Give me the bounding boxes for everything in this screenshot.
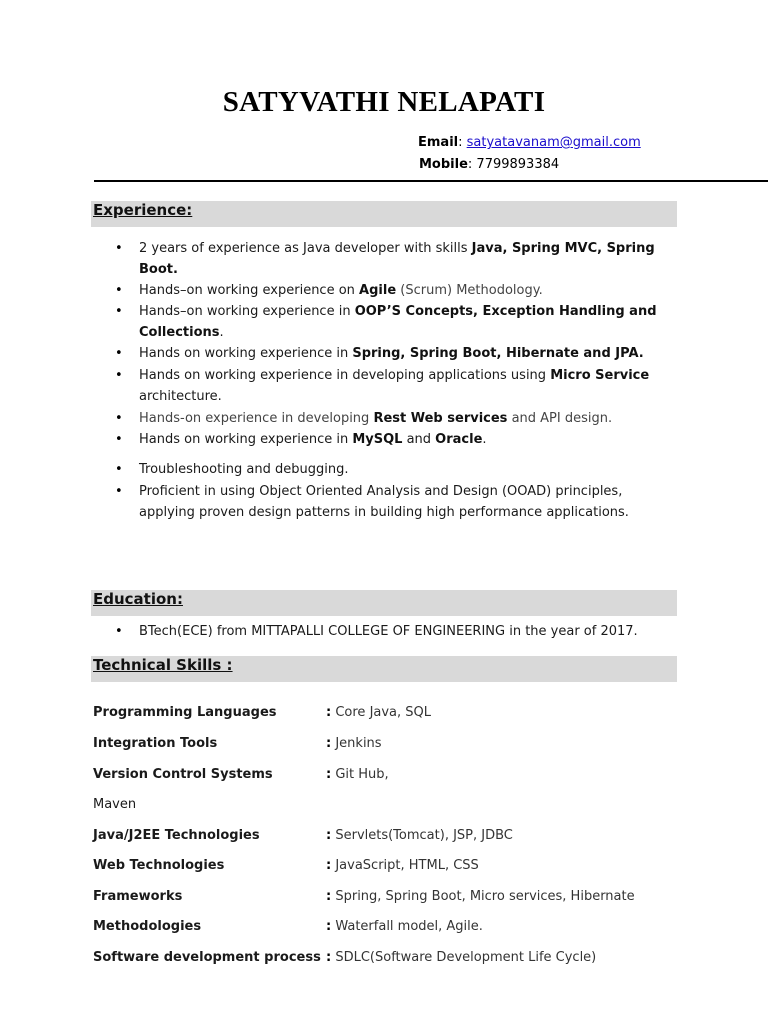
skill-value: : Waterfall model, Agile.: [326, 919, 483, 934]
experience-item: [139, 365, 669, 407]
skill-value: : Core Java, SQL: [326, 705, 432, 720]
skill-label: Web Technologies: [93, 858, 225, 873]
skill-label: Programming Languages: [93, 705, 277, 720]
experience-text: Troubleshooting and debugging.: [139, 462, 349, 477]
mobile-line: Mobile: 7799893384: [419, 157, 560, 172]
skill-value: : JavaScript, HTML, CSS: [326, 858, 479, 873]
experience-text: and API design.: [507, 411, 613, 426]
experience-item: [139, 238, 669, 280]
mobile-label: Mobile: [419, 157, 468, 172]
experience-text: 2 years of experience as Java developer with skills: [139, 241, 472, 256]
experience-text: Proficient in using Object Oriented Analysis and Design (OOAD) principles, applying proven design patterns in building high performance applications.: [139, 484, 629, 520]
experience-item: [139, 459, 669, 480]
experience-item: [139, 343, 669, 364]
education-heading: [91, 590, 677, 616]
skill-value: : SDLC(Software Development Life Cycle): [326, 950, 597, 965]
skill-label: Frameworks: [93, 889, 183, 904]
skill-label: Methodologies: [93, 919, 202, 934]
skill-label: Java/J2EE Technologies: [93, 828, 260, 843]
experience-text: and: [402, 432, 436, 447]
experience-text: Hands on working experience in developing applications using: [139, 368, 551, 383]
skills-heading: [91, 656, 677, 682]
candidate-name: SATYVATHI NELAPATI: [222, 86, 546, 118]
experience-text: Hands on working experience in: [139, 346, 353, 361]
mobile-number: 7799893384: [476, 157, 560, 172]
experience-heading-text: Experience:: [93, 201, 193, 219]
skill-label: Integration Tools: [93, 736, 218, 751]
experience-bold: MySQL: [352, 432, 403, 447]
experience-bold: OOP’S Concepts, Exception Handling and Collections: [139, 304, 657, 340]
skill-label: Software development process: [93, 950, 321, 965]
experience-item: [139, 301, 669, 343]
email-label: Email: [418, 135, 459, 150]
experience-text: .: [482, 432, 487, 447]
skill-value: : Git Hub,: [326, 767, 389, 782]
experience-heading: [91, 201, 677, 227]
skill-label: Maven: [93, 797, 137, 812]
skills-heading-text: Technical Skills :: [93, 656, 233, 674]
experience-item: [139, 280, 669, 301]
experience-bold: Rest Web services: [373, 411, 508, 426]
email-line: Email: satyatavanam@gmail.com: [418, 135, 641, 150]
skill-value: : Jenkins: [326, 736, 382, 751]
skill-value: : Spring, Spring Boot, Micro services, Hibernate: [326, 889, 635, 904]
experience-text: Hands–on working experience on: [139, 283, 360, 298]
education-item: • BTech(ECE) from MITTAPALLI COLLEGE OF ENGINEERING in the year of 2017.: [139, 621, 669, 642]
experience-bold: Agile: [359, 283, 397, 298]
experience-item: [139, 408, 669, 429]
email-link[interactable]: satyatavanam@gmail.com: [466, 135, 641, 150]
header-divider: [94, 180, 768, 182]
experience-item: [139, 429, 669, 450]
experience-text: Hands on working experience in: [139, 432, 353, 447]
experience-text: architecture.: [139, 389, 222, 404]
experience-bold: Oracle: [435, 432, 483, 447]
experience-text: (Scrum) Methodology.: [396, 283, 543, 298]
skill-value: : Servlets(Tomcat), JSP, JDBC: [326, 828, 513, 843]
experience-item: [139, 481, 629, 523]
education-heading-text: Education:: [93, 590, 183, 608]
experience-bold: Spring, Spring Boot, Hibernate and JPA.: [352, 346, 644, 361]
skill-label: Version Control Systems: [93, 767, 273, 782]
experience-bold: Java, Spring MVC, Spring Boot.: [139, 241, 655, 277]
experience-bold: Micro Service: [550, 368, 650, 383]
experience-text: Hands–on working experience in: [139, 304, 355, 319]
experience-text: Hands-on experience in developing: [139, 411, 374, 426]
experience-text: .: [219, 325, 224, 340]
